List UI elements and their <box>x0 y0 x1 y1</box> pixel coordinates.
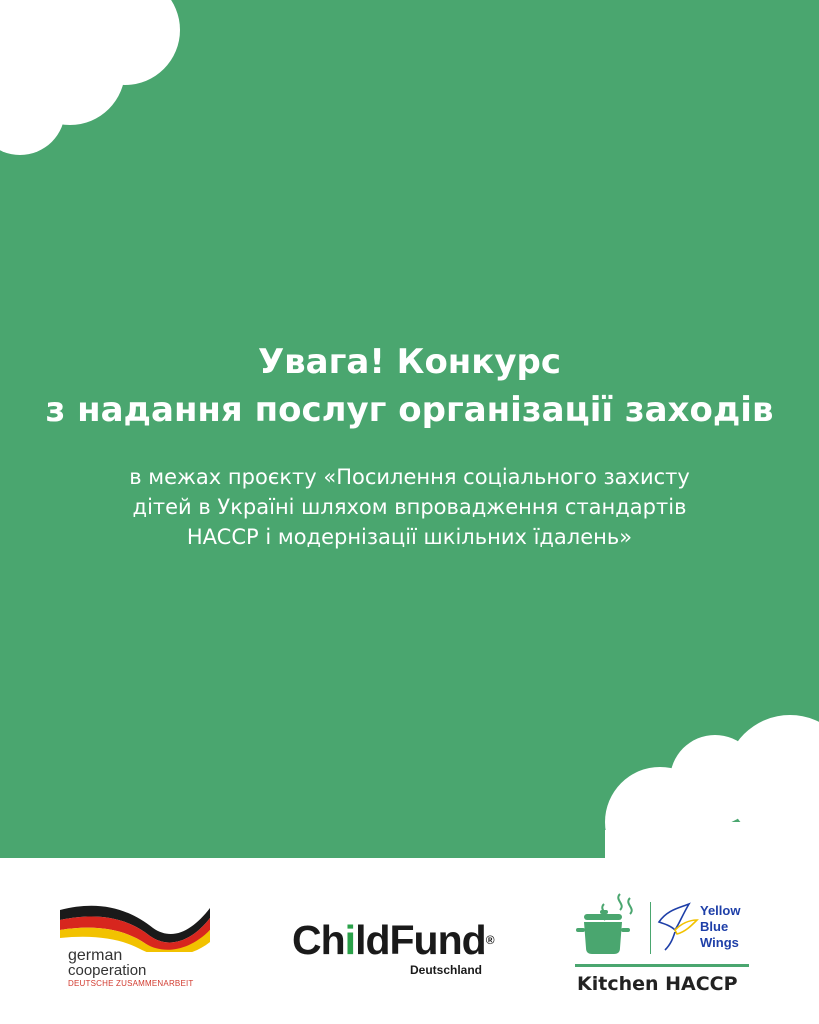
registered-mark: ® <box>485 933 494 947</box>
subtitle <box>40 462 779 552</box>
headline-line-2: з надання послуг організації заходів <box>45 390 774 430</box>
cloud-bottom-right <box>600 710 819 858</box>
kitchen-haccp-underline <box>575 964 749 967</box>
german-cooperation-line-1: german <box>68 947 123 964</box>
german-flag-icon <box>58 900 214 952</box>
ybw-line-1: Yellow <box>700 903 741 918</box>
childfund-figure-icon: i <box>344 917 356 963</box>
ybw-line-3: Wings <box>700 935 739 950</box>
subtitle-line-1: в межах проєкту «Посилення соціального захисту <box>129 465 690 489</box>
childfund-subtitle: Deutschland <box>410 963 483 977</box>
yellow-blue-wings-label <box>700 903 740 951</box>
headline-line-1: Увага! Конкурс <box>257 342 562 382</box>
subtitle-line-3: HACCP і модернізації шкільних їдалень» <box>186 525 633 549</box>
headline <box>0 338 819 434</box>
bird-icon <box>655 902 699 952</box>
cooking-pot-icon <box>574 892 640 958</box>
subtitle-line-2: дітей в Україні шляхом впровадження стандартів <box>132 495 687 519</box>
german-cooperation-line-2: cooperation <box>68 962 147 979</box>
logo-divider <box>650 902 651 954</box>
childfund-part-3: ldFund <box>355 917 486 963</box>
childfund-part-1: Ch <box>292 917 345 963</box>
ybw-line-2: Blue <box>700 919 729 934</box>
cloud-top-left <box>0 0 190 160</box>
childfund-logo <box>292 918 494 962</box>
kitchen-haccp-label: Kitchen HACCP <box>577 973 738 995</box>
german-cooperation-line-3: DEUTSCHE ZUSAMMENARBEIT <box>68 979 194 988</box>
